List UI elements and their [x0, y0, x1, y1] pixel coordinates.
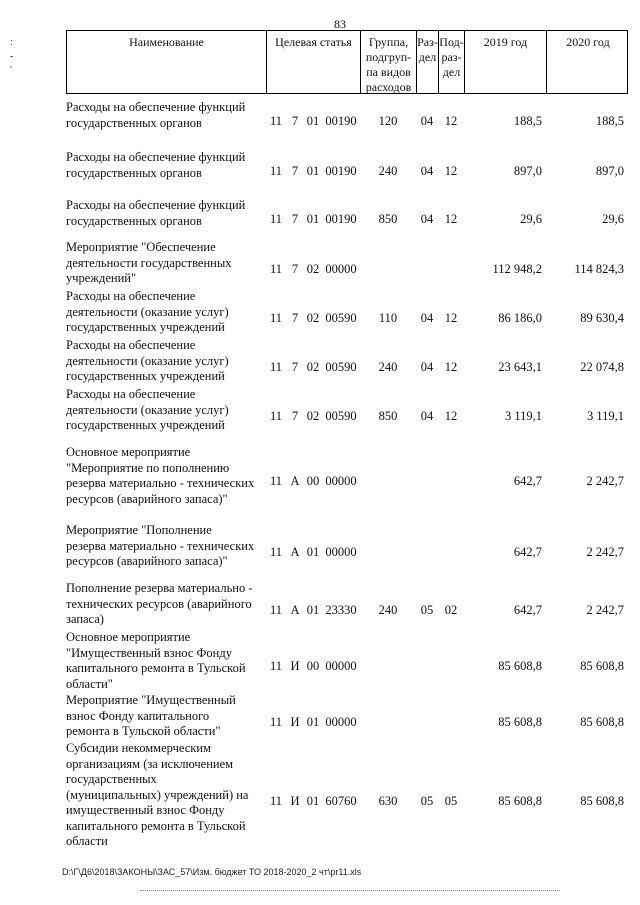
- target-code-part: 11: [269, 409, 283, 423]
- value-2020: 2 242,7: [586, 474, 624, 488]
- expense-group: 630: [378, 794, 398, 808]
- target-code-part: 00190: [325, 114, 357, 128]
- value-2019: 86 186,0: [498, 311, 542, 325]
- value-2019: 897,0: [513, 164, 542, 178]
- target-code-part: 02: [306, 360, 320, 374]
- value-2019: 112 948,2: [492, 262, 542, 276]
- target-code-part: 11: [269, 659, 283, 673]
- table-row: [66, 630, 628, 692]
- value-2020: 2 242,7: [586, 545, 624, 559]
- header-group: Группа, подгруп- па видов расходов: [361, 31, 417, 93]
- target-code-part: И: [290, 659, 300, 673]
- target-code-part: 00590: [325, 360, 357, 374]
- section-code: 04: [420, 114, 434, 128]
- target-code-part: 11: [269, 474, 283, 488]
- value-2020: 89 630,4: [580, 311, 624, 325]
- subsection-code: 02: [444, 603, 458, 617]
- table-row: [66, 150, 628, 181]
- target-code-part: 7: [291, 212, 299, 226]
- section-code: 05: [420, 603, 434, 617]
- value-2019: 85 608,8: [498, 715, 542, 729]
- footer-file-path: D:\Г\Д6\2018\ЗАКОНЫ\ЗАС_57\Изм. бюджет ТО 2018-2020_2 чт\pr11.xls: [62, 867, 362, 877]
- target-code-part: 11: [269, 164, 283, 178]
- section-code: 04: [420, 311, 434, 325]
- value-2019: 3 119,1: [504, 409, 542, 423]
- value-2019: 23 643,1: [498, 360, 542, 374]
- target-code-part: 11: [269, 545, 283, 559]
- header-2020: 2020 год: [566, 35, 610, 49]
- table-row: [66, 693, 628, 740]
- value-2020: 22 074,8: [580, 360, 624, 374]
- target-code-part: А: [290, 603, 300, 617]
- table-row: [66, 387, 628, 434]
- expense-group: 240: [378, 164, 398, 178]
- target-code-part: 60760: [325, 794, 357, 808]
- value-2020: 3 119,1: [586, 409, 624, 423]
- value-2020: 85 608,8: [580, 794, 624, 808]
- section-code: 04: [420, 164, 434, 178]
- row-name: Расходы на обеспечение функций государственных органов: [66, 198, 246, 228]
- row-name: Мероприятие "Обеспечение деятельности государственных учреждений": [66, 240, 232, 285]
- expense-group: 240: [378, 360, 398, 374]
- header-2019: 2019 год: [465, 31, 547, 93]
- target-code-part: 7: [291, 409, 299, 423]
- target-code-part: 00000: [325, 545, 357, 559]
- target-code-part: 00: [306, 474, 320, 488]
- target-code-part: 7: [291, 164, 299, 178]
- target-code-part: 11: [269, 794, 283, 808]
- table-row: [66, 198, 628, 229]
- row-name: Расходы на обеспечение функций государственных органов: [66, 100, 246, 130]
- header-section: Раз- дел: [417, 31, 439, 93]
- subsection-code: 12: [444, 409, 458, 423]
- expense-group: 240: [378, 603, 398, 617]
- target-code-part: 11: [269, 360, 283, 374]
- row-name: Мероприятие "Пополнение резерва материально - технических ресурсов (аварийного запаса)": [66, 523, 255, 568]
- page-number: 83: [334, 17, 346, 31]
- expense-group: 120: [378, 114, 398, 128]
- value-2020: 29,6: [602, 212, 624, 226]
- target-code-part: 11: [269, 114, 283, 128]
- margin-mark: ': [10, 65, 12, 76]
- subsection-code: 12: [444, 360, 458, 374]
- row-name: Субсидии некоммерческим организациям (за исключением государственных (муниципальных) учреждений) на имущественный взнос Фонду капитального ремонта в Тульской области: [66, 741, 249, 848]
- target-code-part: 00590: [325, 311, 357, 325]
- subsection-code: 12: [444, 164, 458, 178]
- row-name: Основное мероприятие "Мероприятие по пополнению резерва материально - технических ресурсов (аварийного запаса)": [66, 445, 255, 506]
- target-code-part: 00000: [325, 715, 357, 729]
- target-code-part: 00000: [325, 474, 357, 488]
- expense-group: 110: [378, 311, 398, 325]
- table-row: [66, 523, 628, 570]
- target-code-part: 01: [306, 603, 320, 617]
- target-code-part: 01: [306, 212, 320, 226]
- subsection-code: 12: [444, 114, 458, 128]
- row-name: Расходы на обеспечение деятельности (оказание услуг) государственных учреждений: [66, 338, 229, 383]
- section-code: 04: [420, 212, 434, 226]
- table-header: [66, 30, 628, 94]
- value-2019: 642,7: [513, 545, 542, 559]
- header-name: Наименование: [67, 31, 267, 93]
- target-code-part: 00000: [325, 659, 357, 673]
- target-code-part: А: [290, 545, 300, 559]
- table-row: [66, 445, 628, 507]
- row-name: Основное мероприятие "Имущественный взнос Фонду капитального ремонта в Тульской области": [66, 630, 246, 691]
- section-code: 04: [420, 409, 434, 423]
- margin-marks: [10, 36, 13, 78]
- target-code-part: 11: [269, 262, 283, 276]
- target-code-part: 00: [306, 659, 320, 673]
- header-target: Целевая статья: [267, 31, 361, 93]
- table-row: [66, 741, 628, 850]
- table-row: [66, 338, 628, 385]
- row-name: Пополнение резерва материально - технических ресурсов (аварийного запаса): [66, 581, 253, 626]
- value-2020: 114 824,3: [574, 262, 624, 276]
- row-name: Расходы на обеспечение деятельности (оказание услуг) государственных учреждений: [66, 387, 229, 432]
- target-code-part: 11: [269, 311, 283, 325]
- subsection-code: 12: [444, 311, 458, 325]
- row-name: Расходы на обеспечение деятельности (оказание услуг) государственных учреждений: [66, 289, 229, 334]
- target-code-part: 00590: [325, 409, 357, 423]
- section-code: 04: [420, 360, 434, 374]
- target-code-part: 02: [306, 262, 320, 276]
- target-code-part: И: [290, 794, 300, 808]
- bottom-divider: [140, 890, 560, 891]
- subsection-code: 05: [444, 794, 458, 808]
- target-code-part: 7: [291, 360, 299, 374]
- target-code-part: А: [290, 474, 300, 488]
- value-2020: 897,0: [595, 164, 624, 178]
- target-code-part: 01: [306, 164, 320, 178]
- target-code-part: 7: [291, 114, 299, 128]
- value-2019: 29,6: [520, 212, 542, 226]
- target-code-part: 00190: [325, 164, 357, 178]
- target-code-part: 01: [306, 794, 320, 808]
- value-2019: 85 608,8: [498, 794, 542, 808]
- target-code-part: 11: [269, 715, 283, 729]
- value-2019: 85 608,8: [498, 659, 542, 673]
- value-2020: 85 608,8: [580, 715, 624, 729]
- header-subsection: Под- раз- дел: [439, 31, 465, 93]
- row-name: Мероприятие "Имущественный взнос Фонду капитального ремонта в Тульской области": [66, 693, 236, 738]
- expense-group: 850: [378, 212, 398, 226]
- table-row: [66, 240, 628, 287]
- target-code-part: И: [290, 715, 300, 729]
- target-code-part: 11: [269, 603, 283, 617]
- target-code-part: 01: [306, 545, 320, 559]
- value-2020: 188,5: [595, 114, 624, 128]
- table-row: [66, 581, 628, 628]
- margin-mark: -: [10, 51, 14, 62]
- value-2019: 188,5: [513, 114, 542, 128]
- value-2019: 642,7: [513, 603, 542, 617]
- value-2020: 85 608,8: [580, 659, 624, 673]
- subsection-code: 12: [444, 212, 458, 226]
- margin-mark: :: [10, 37, 13, 48]
- target-code-part: 00190: [325, 212, 357, 226]
- target-code-part: 01: [306, 715, 320, 729]
- row-name: Расходы на обеспечение функций государственных органов: [66, 150, 246, 180]
- table-row: [66, 289, 628, 336]
- target-code-part: 23330: [325, 603, 357, 617]
- expense-group: 850: [378, 409, 398, 423]
- target-code-part: 7: [291, 311, 299, 325]
- target-code-part: 7: [291, 262, 299, 276]
- value-2019: 642,7: [513, 474, 542, 488]
- section-code: 05: [420, 794, 434, 808]
- target-code-part: 02: [306, 409, 320, 423]
- target-code-part: 00000: [325, 262, 357, 276]
- table-row: [66, 100, 628, 131]
- target-code-part: 11: [269, 212, 283, 226]
- target-code-part: 01: [306, 114, 320, 128]
- value-2020: 2 242,7: [586, 603, 624, 617]
- target-code-part: 02: [306, 311, 320, 325]
